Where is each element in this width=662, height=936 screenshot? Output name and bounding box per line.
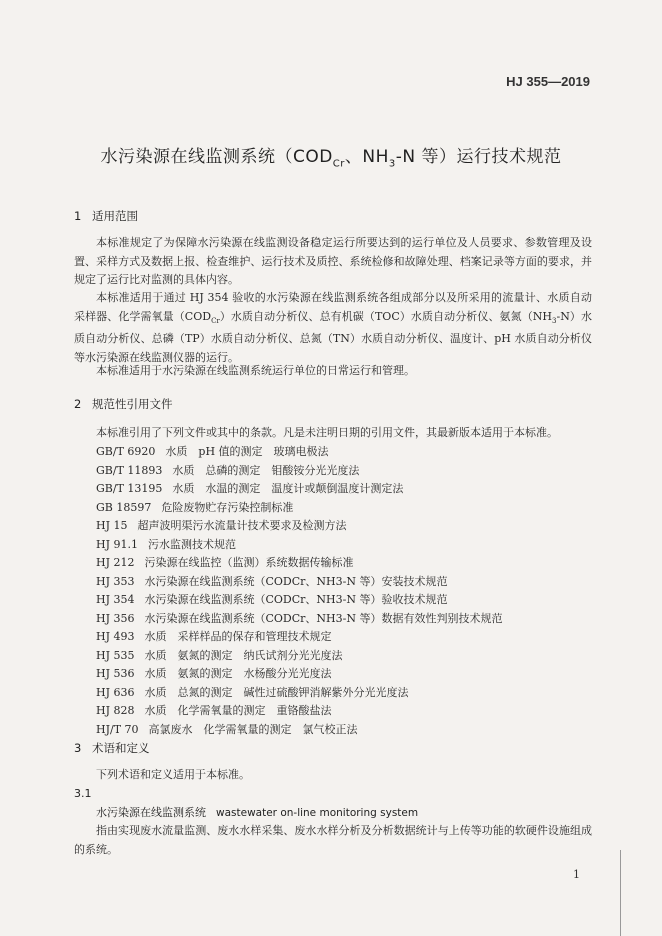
- reference-title: 危险废物贮存污染控制标准: [161, 500, 294, 514]
- section-2-heading: [74, 396, 173, 412]
- reference-title: 高氯废水 化学需氧量的测定 氯气校正法: [148, 722, 358, 736]
- reference-item: [96, 702, 502, 721]
- reference-code: HJ 493: [96, 630, 135, 643]
- section-1-paragraph-2: [74, 289, 592, 367]
- reference-code: HJ 212: [96, 556, 135, 569]
- reference-item: [96, 721, 502, 740]
- reference-item: [96, 536, 502, 555]
- section-2-title: 规范性引用文件: [92, 397, 173, 411]
- reference-code: HJ/T 70: [96, 722, 139, 736]
- term-entry: [96, 804, 418, 822]
- reference-item: [96, 647, 502, 666]
- reference-code: HJ 353: [96, 574, 135, 588]
- reference-code: HJ 356: [96, 611, 135, 625]
- reference-item: [96, 499, 502, 518]
- reference-item: [96, 591, 502, 610]
- title-sub1: Cr: [332, 158, 345, 170]
- reference-code: HJ 828: [96, 704, 135, 717]
- reference-item: [96, 517, 502, 536]
- title-part3: -N 等）运行技术规范: [395, 147, 562, 167]
- term-number: 3.1: [74, 787, 92, 800]
- reference-item: [96, 554, 502, 573]
- term-chinese: 水污染源在线监测系统: [96, 806, 206, 819]
- reference-code: HJ 535: [96, 648, 135, 662]
- reference-title: 水污染源在线监测系统（CODCr、NH3-N 等）数据有效性判别技术规范: [144, 611, 503, 625]
- p2-part-a: 本标准适用于通过 HJ 354 验收的水污染源在线监测系统各组成部分以及所采用的流量计、水质自动采样器、化学需氧量（COD: [74, 291, 592, 323]
- title-part1: 水污染源在线监测系统（COD: [100, 147, 333, 167]
- section-1-heading: [74, 208, 138, 224]
- reference-title: 水质 pH 值的测定 玻璃电极法: [165, 445, 329, 458]
- section-3-number: 3: [74, 741, 82, 755]
- title-sub2: 3: [388, 158, 396, 170]
- reference-title: 污水监测技术规范: [148, 537, 236, 551]
- reference-title: 水污染源在线监测系统（CODCr、NH3-N 等）验收技术规范: [144, 593, 448, 606]
- reference-code: HJ 636: [96, 685, 135, 699]
- reference-title: 水污染源在线监测系统（CODCr、NH3-N 等）安装技术规范: [144, 574, 448, 588]
- reference-code: HJ 536: [96, 667, 135, 680]
- document-title: [0, 142, 662, 169]
- reference-item: [96, 684, 502, 703]
- page-edge-line: [620, 850, 621, 936]
- reference-title: 水质 采样样品的保存和管理技术规定: [144, 630, 332, 643]
- reference-code: GB/T 11893: [96, 463, 163, 477]
- reference-item: [96, 628, 502, 647]
- reference-title: 水质 氨氮的测定 水杨酸分光光度法: [144, 667, 332, 680]
- reference-list: [96, 443, 502, 739]
- standard-number: HJ 355—2019: [506, 74, 590, 89]
- reference-code: GB/T 13195: [96, 482, 163, 495]
- title-part2: 、NH: [344, 147, 389, 167]
- section-3-intro: 下列术语和定义适用于本标准。: [96, 768, 250, 781]
- reference-item: [96, 573, 502, 592]
- reference-item: [96, 462, 502, 481]
- reference-title: 水质 总磷的测定 钼酸铵分光光度法: [172, 463, 360, 477]
- section-1-title: 适用范围: [92, 209, 138, 223]
- reference-code: GB 18597: [96, 500, 152, 514]
- reference-item: [96, 665, 502, 684]
- p2-sub-3: 3: [552, 316, 557, 325]
- section-2-number: 2: [74, 397, 82, 411]
- p2-part-c: -N）水质自动分析仪、总磷（TP）水质自动分析仪、总氮（TN）水质自动分析仪、温度计、pH 水质自动分析仪等水污染源在线监测仪器的运行。: [74, 309, 592, 364]
- term-english: wastewater on-line monitoring system: [216, 807, 419, 819]
- section-1-number: 1: [74, 209, 82, 223]
- reference-title: 水质 水温的测定 温度计或颠倒温度计测定法: [172, 482, 404, 495]
- section-1-paragraph-1: 本标准规定了为保障水污染源在线监测设备稳定运行所要达到的运行单位及人员要求、参数管理及设置、采样方式及数据上报、检查维护、运行技术及质控、系统检修和故障处理、档案记录等方面的要求，并规定了运行比对监测的具体内容。: [74, 236, 592, 286]
- p2-sub-cr: Cr: [211, 316, 220, 325]
- reference-item: [96, 443, 502, 462]
- reference-code: HJ 91.1: [96, 537, 138, 551]
- section-1-paragraph-3: 本标准适用于水污染源在线监测系统运行单位的日常运行和管理。: [96, 364, 415, 377]
- reference-title: 水质 总氮的测定 碱性过硫酸钾消解紫外分光光度法: [144, 685, 409, 699]
- section-3-heading: [74, 740, 150, 756]
- reference-item: [96, 480, 502, 499]
- reference-title: 水质 化学需氧量的测定 重铬酸盐法: [144, 704, 332, 717]
- term-definition: 指由实现废水流量监测、废水水样采集、废水水样分析及分析数据统计与上传等功能的软硬件设施组成的系统。: [74, 824, 592, 856]
- reference-title: 超声波明渠污水流量计技术要求及检测方法: [137, 519, 347, 532]
- section-2-intro: 本标准引用了下列文件或其中的条款。凡是未注明日期的引用文件，其最新版本适用于本标准。: [96, 426, 558, 439]
- reference-code: GB/T 6920: [96, 445, 156, 458]
- reference-item: [96, 610, 502, 629]
- section-3-title: 术语和定义: [92, 741, 150, 755]
- reference-code: HJ 354: [96, 593, 135, 606]
- p2-part-b: ）水质自动分析仪、总有机碳（TOC）水质自动分析仪、氨氮（NH: [219, 309, 553, 323]
- page-number: 1: [573, 868, 580, 881]
- reference-title: 水质 氨氮的测定 纳氏试剂分光光度法: [144, 648, 343, 662]
- reference-title: 污染源在线监控（监测）系统数据传输标准: [144, 556, 354, 569]
- reference-code: HJ 15: [96, 519, 128, 532]
